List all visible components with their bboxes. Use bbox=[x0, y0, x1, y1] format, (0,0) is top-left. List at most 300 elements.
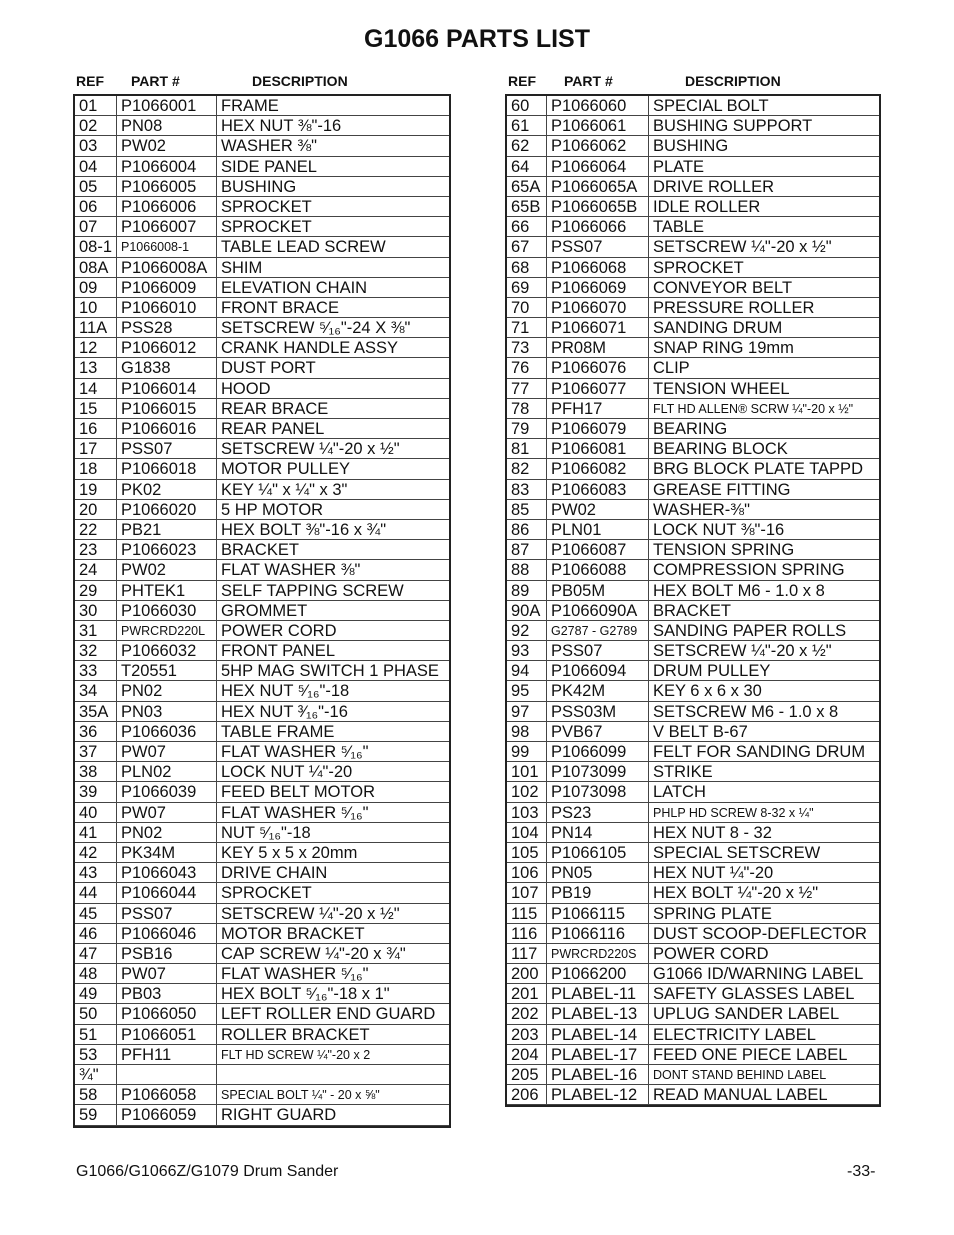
ref-cell: 37 bbox=[79, 743, 98, 761]
part-number-cell: P1066087 bbox=[551, 541, 627, 560]
description-cell: FLAT WASHER ⁵⁄₁₆" bbox=[221, 965, 369, 984]
description-cell: BUSHING SUPPORT bbox=[653, 117, 813, 136]
description-cell: IDLE ROLLER bbox=[653, 197, 761, 216]
page-title: G1066 PARTS LIST bbox=[364, 25, 590, 53]
table-row bbox=[507, 782, 879, 802]
part-number-cell: P1066116 bbox=[551, 924, 626, 943]
table-row bbox=[507, 742, 879, 762]
right-parts-table bbox=[505, 94, 881, 1107]
description-cell: LOCK NUT ¼"-20 bbox=[221, 763, 353, 782]
table-row bbox=[75, 318, 449, 338]
ref-cell: 53 bbox=[79, 1045, 98, 1064]
ref-cell: 59 bbox=[79, 1106, 98, 1125]
table-row bbox=[507, 641, 879, 661]
part-number-cell: P1066039 bbox=[121, 783, 197, 802]
ref-cell: 10 bbox=[79, 298, 98, 317]
part-number-cell: PLABEL-11 bbox=[551, 985, 636, 1004]
left-header-ref: REF bbox=[76, 73, 104, 89]
ref-cell: 203 bbox=[511, 1025, 539, 1044]
part-number-cell: P1066082 bbox=[551, 460, 627, 479]
description-cell: HEX BOLT ¼"-20 x ½" bbox=[653, 884, 819, 903]
part-number-cell: P1066071 bbox=[551, 319, 627, 338]
description-cell: DRUM PULLEY bbox=[653, 662, 771, 681]
part-number-cell: P1066005 bbox=[121, 177, 197, 196]
description-cell: POWER CORD bbox=[221, 621, 337, 640]
description-cell: FRONT BRACE bbox=[221, 298, 339, 317]
table-row bbox=[75, 459, 449, 479]
description-cell: FELT FOR SANDING DRUM bbox=[653, 743, 866, 761]
part-number-cell: P1066060 bbox=[551, 97, 627, 115]
part-number-cell: PN02 bbox=[121, 682, 163, 701]
table-row bbox=[75, 742, 449, 762]
table-row bbox=[507, 924, 879, 944]
part-number-cell: PVB67 bbox=[551, 722, 603, 741]
description-cell bbox=[217, 1065, 449, 1084]
part-number-cell: P1066010 bbox=[121, 298, 197, 317]
table-row bbox=[507, 762, 879, 782]
ref-cell: 61 bbox=[511, 117, 530, 136]
description-cell: DUST PORT bbox=[221, 359, 316, 378]
part-number-cell: P1066083 bbox=[551, 480, 627, 499]
table-row bbox=[75, 681, 449, 701]
description-cell: FEED ONE PIECE LABEL bbox=[653, 1045, 848, 1064]
part-number-cell: PW07 bbox=[121, 803, 166, 822]
ref-cell: 204 bbox=[511, 1045, 539, 1064]
table-row bbox=[75, 338, 449, 358]
description-cell: HEX NUT ⅜"-16 bbox=[221, 117, 342, 136]
part-number-cell: PWRCRD220S bbox=[551, 946, 637, 961]
description-cell: G1066 ID/WARNING LABEL bbox=[653, 965, 864, 984]
part-number-cell: PFH17 bbox=[551, 399, 603, 418]
description-cell: WASHER-⅜" bbox=[653, 500, 750, 519]
table-row bbox=[75, 964, 449, 984]
part-number-cell: P1066065A bbox=[551, 177, 638, 196]
part-number-cell: P1066044 bbox=[121, 884, 197, 903]
table-row bbox=[507, 883, 879, 903]
table-row bbox=[507, 298, 879, 318]
table-row bbox=[75, 904, 449, 924]
table-row bbox=[75, 924, 449, 944]
description-cell: SPROCKET bbox=[653, 258, 744, 277]
part-number-cell: G1838 bbox=[121, 359, 171, 378]
ref-cell: 07 bbox=[79, 218, 98, 237]
part-number-cell: P1066009 bbox=[121, 278, 197, 297]
description-cell: SETSCREW ¼"-20 x ½" bbox=[653, 238, 832, 257]
part-number-cell: P1066046 bbox=[121, 924, 197, 943]
description-cell: SETSCREW ¼"-20 x ½" bbox=[653, 642, 832, 661]
ref-cell: 11A bbox=[79, 319, 108, 338]
ref-cell: 200 bbox=[511, 965, 539, 984]
part-number-cell: P1066061 bbox=[551, 117, 627, 136]
ref-cell: 05 bbox=[79, 177, 98, 196]
ref-cell: 33 bbox=[79, 662, 98, 681]
table-row bbox=[507, 681, 879, 701]
table-row bbox=[75, 1065, 449, 1085]
table-row bbox=[507, 116, 879, 136]
table-row bbox=[507, 379, 879, 399]
ref-cell: 58 bbox=[79, 1086, 98, 1105]
ref-cell: 43 bbox=[79, 864, 98, 883]
ref-cell: 205 bbox=[511, 1066, 539, 1084]
table-row bbox=[507, 1065, 879, 1085]
part-number-cell: PN03 bbox=[121, 702, 163, 721]
ref-cell: 92 bbox=[511, 621, 530, 640]
ref-cell: 45 bbox=[79, 904, 98, 923]
description-cell: BUSHING bbox=[221, 177, 297, 196]
description-cell: FLT HD ALLEN® SCRW ¼"-20 x ½" bbox=[653, 401, 854, 416]
ref-cell: 67 bbox=[511, 238, 530, 257]
part-number-cell: P1066077 bbox=[551, 379, 627, 398]
table-row bbox=[507, 904, 879, 924]
table-row bbox=[75, 136, 449, 156]
part-number-cell: PK02 bbox=[121, 480, 162, 499]
description-cell: 5HP MAG SWITCH 1 PHASE bbox=[221, 662, 439, 681]
description-cell: SIDE PANEL bbox=[221, 157, 317, 176]
table-row bbox=[507, 944, 879, 964]
table-row bbox=[75, 1045, 449, 1065]
description-cell: CRANK HANDLE ASSY bbox=[221, 339, 398, 358]
part-number-cell: P1066030 bbox=[121, 601, 197, 620]
description-cell: PRESSURE ROLLER bbox=[653, 298, 815, 317]
description-cell: LOCK NUT ⅜"-16 bbox=[653, 520, 785, 539]
ref-cell: 90A bbox=[511, 601, 541, 620]
part-number-cell: P1066115 bbox=[551, 904, 626, 923]
table-row bbox=[507, 318, 879, 338]
part-number-cell: P1073098 bbox=[551, 783, 627, 802]
ref-cell: 08A bbox=[79, 258, 109, 277]
ref-cell: 29 bbox=[79, 581, 98, 600]
table-row bbox=[75, 944, 449, 964]
ref-cell: 40 bbox=[79, 803, 98, 822]
description-cell: HEX BOLT ⁵⁄₁₆"-18 x 1" bbox=[221, 985, 390, 1004]
description-cell: UPLUG SANDER LABEL bbox=[653, 1005, 840, 1024]
ref-cell: 97 bbox=[511, 702, 530, 721]
ref-cell: 17 bbox=[79, 440, 98, 459]
ref-cell: ¾" bbox=[79, 1066, 99, 1084]
table-row bbox=[75, 1025, 449, 1045]
ref-cell: 73 bbox=[511, 339, 530, 358]
table-row bbox=[75, 419, 449, 439]
description-cell: REAR PANEL bbox=[221, 420, 325, 438]
description-cell: BUSHING bbox=[653, 137, 729, 156]
description-cell: REAR BRACE bbox=[221, 399, 329, 418]
description-cell: ROLLER BRACKET bbox=[221, 1025, 370, 1044]
part-number-cell: PSS07 bbox=[551, 238, 603, 257]
table-row bbox=[507, 560, 879, 580]
ref-cell: 82 bbox=[511, 460, 530, 479]
description-cell: DONT STAND BEHIND LABEL bbox=[653, 1068, 827, 1082]
ref-cell: 19 bbox=[79, 480, 98, 499]
description-cell: HEX BOLT ⅜"-16 x ¾" bbox=[221, 520, 387, 539]
ref-cell: 34 bbox=[79, 682, 98, 701]
description-cell: SAFETY GLASSES LABEL bbox=[653, 985, 855, 1004]
ref-cell: 99 bbox=[511, 743, 530, 761]
part-number-cell: P1066004 bbox=[121, 157, 197, 176]
part-number-cell: PK34M bbox=[121, 843, 176, 862]
right-header-description: DESCRIPTION bbox=[685, 73, 781, 89]
ref-cell: 62 bbox=[511, 137, 530, 156]
part-number-cell: P1066016 bbox=[121, 420, 197, 438]
ref-cell: 107 bbox=[511, 884, 539, 903]
part-number-cell: PW02 bbox=[551, 500, 596, 519]
table-row bbox=[75, 439, 449, 459]
table-row bbox=[507, 157, 879, 177]
description-cell: TABLE bbox=[653, 218, 705, 237]
description-cell: KEY ¼" x ¼" x 3" bbox=[221, 480, 348, 499]
part-number-cell: P1066015 bbox=[121, 399, 197, 418]
ref-cell: 46 bbox=[79, 924, 98, 943]
description-cell: TENSION SPRING bbox=[653, 541, 795, 560]
ref-cell: 101 bbox=[511, 763, 539, 782]
column-divider bbox=[216, 96, 217, 1126]
ref-cell: 65B bbox=[511, 197, 541, 216]
description-cell: FEED BELT MOTOR bbox=[221, 783, 376, 802]
ref-cell: 22 bbox=[79, 520, 98, 539]
ref-cell: 08-1 bbox=[79, 238, 113, 257]
description-cell: SETSCREW ¼"-20 x ½" bbox=[221, 904, 400, 923]
ref-cell: 39 bbox=[79, 783, 98, 802]
description-cell: FRAME bbox=[221, 97, 279, 115]
part-number-cell: P1066105 bbox=[551, 843, 627, 862]
table-row bbox=[75, 500, 449, 520]
table-row bbox=[507, 984, 879, 1004]
description-cell: BEARING BLOCK bbox=[653, 440, 788, 459]
part-number-cell: P1066008A bbox=[121, 258, 208, 277]
part-number-cell: P1066036 bbox=[121, 722, 197, 741]
description-cell: COMPRESSION SPRING bbox=[653, 561, 845, 580]
part-number-cell: P1066076 bbox=[551, 359, 627, 378]
part-number-cell: P1073099 bbox=[551, 763, 627, 782]
table-row bbox=[507, 621, 879, 641]
ref-cell: 49 bbox=[79, 985, 98, 1004]
description-cell: ELEVATION CHAIN bbox=[221, 278, 368, 297]
description-cell: BRACKET bbox=[653, 601, 731, 620]
table-row bbox=[75, 1085, 449, 1105]
ref-cell: 106 bbox=[511, 864, 539, 883]
description-cell: SETSCREW ⁵⁄₁₆"-24 X ⅜" bbox=[221, 319, 411, 338]
table-row bbox=[507, 581, 879, 601]
ref-cell: 06 bbox=[79, 197, 98, 216]
ref-cell: 02 bbox=[79, 117, 98, 136]
part-number-cell: P1066070 bbox=[551, 298, 627, 317]
description-cell: SPROCKET bbox=[221, 884, 312, 903]
column-divider bbox=[116, 96, 117, 1126]
description-cell: HOOD bbox=[221, 379, 271, 398]
table-row bbox=[75, 601, 449, 621]
footer-title: G1066/G1066Z/G1079 Drum Sander bbox=[76, 1163, 339, 1180]
table-row bbox=[75, 702, 449, 722]
ref-cell: 35A bbox=[79, 702, 109, 721]
ref-cell: 18 bbox=[79, 460, 98, 479]
part-number-cell: PLN01 bbox=[551, 520, 602, 539]
ref-cell: 36 bbox=[79, 722, 98, 741]
part-number-cell: PLABEL-16 bbox=[551, 1066, 638, 1084]
table-row bbox=[507, 459, 879, 479]
description-cell: LATCH bbox=[653, 783, 706, 802]
part-number-cell: P1066064 bbox=[551, 157, 627, 176]
table-row bbox=[75, 540, 449, 560]
part-number-cell bbox=[117, 1065, 217, 1084]
description-cell: PLATE bbox=[653, 157, 705, 176]
ref-cell: 83 bbox=[511, 480, 530, 499]
left-parts-table bbox=[73, 94, 451, 1128]
ref-cell: 14 bbox=[79, 379, 98, 398]
table-row bbox=[507, 601, 879, 621]
ref-cell: 09 bbox=[79, 278, 98, 297]
description-cell: SPECIAL SETSCREW bbox=[653, 843, 821, 862]
part-number-cell: P1066006 bbox=[121, 197, 197, 216]
table-row bbox=[75, 116, 449, 136]
part-number-cell: P1066023 bbox=[121, 541, 197, 560]
part-number-cell: P1066090A bbox=[551, 601, 638, 620]
part-number-cell: P1066020 bbox=[121, 500, 197, 519]
table-row bbox=[507, 338, 879, 358]
ref-cell: 105 bbox=[511, 843, 539, 862]
table-row bbox=[75, 379, 449, 399]
ref-cell: 76 bbox=[511, 359, 530, 378]
table-row bbox=[75, 661, 449, 681]
table-row bbox=[75, 803, 449, 823]
part-number-cell: P1066099 bbox=[551, 743, 627, 761]
description-cell: KEY 6 x 6 x 30 bbox=[653, 682, 762, 701]
ref-cell: 50 bbox=[79, 1005, 98, 1024]
part-number-cell: P1066001 bbox=[121, 97, 197, 115]
part-number-cell: PLN02 bbox=[121, 763, 172, 782]
table-row bbox=[75, 762, 449, 782]
ref-cell: 95 bbox=[511, 682, 530, 701]
ref-cell: 69 bbox=[511, 278, 530, 297]
description-cell: GROMMET bbox=[221, 601, 308, 620]
description-cell: PHLP HD SCREW 8-32 x ¼" bbox=[653, 805, 814, 820]
ref-cell: 86 bbox=[511, 520, 530, 539]
ref-cell: 88 bbox=[511, 561, 530, 580]
table-row bbox=[507, 136, 879, 156]
table-row bbox=[75, 520, 449, 540]
table-row bbox=[75, 298, 449, 318]
ref-cell: 23 bbox=[79, 541, 98, 560]
description-cell: SHIM bbox=[221, 258, 263, 277]
table-row bbox=[75, 157, 449, 177]
table-row bbox=[75, 641, 449, 661]
ref-cell: 51 bbox=[79, 1025, 98, 1044]
ref-cell: 16 bbox=[79, 420, 98, 438]
description-cell: SPROCKET bbox=[221, 218, 312, 237]
description-cell: STRIKE bbox=[653, 763, 713, 782]
ref-cell: 48 bbox=[79, 965, 98, 984]
description-cell: FRONT PANEL bbox=[221, 642, 335, 661]
table-row bbox=[507, 540, 879, 560]
part-number-cell: PB05M bbox=[551, 581, 606, 600]
ref-cell: 104 bbox=[511, 823, 539, 842]
table-row bbox=[75, 358, 449, 378]
part-number-cell: P1066051 bbox=[121, 1025, 197, 1044]
description-cell: CONVEYOR BELT bbox=[653, 278, 793, 297]
part-number-cell: PW02 bbox=[121, 561, 166, 580]
part-number-cell: P1066012 bbox=[121, 339, 197, 358]
ref-cell: 31 bbox=[79, 621, 98, 640]
part-number-cell: PK42M bbox=[551, 682, 606, 701]
part-number-cell: PW07 bbox=[121, 743, 166, 761]
table-row bbox=[507, 843, 879, 863]
table-row bbox=[507, 480, 879, 500]
table-row bbox=[507, 1025, 879, 1045]
ref-cell: 32 bbox=[79, 642, 98, 661]
description-cell: BRACKET bbox=[221, 541, 299, 560]
part-number-cell: P1066008-1 bbox=[121, 240, 190, 255]
ref-cell: 01 bbox=[79, 97, 98, 115]
part-number-cell: G2787 - G2789 bbox=[551, 623, 638, 638]
ref-cell: 12 bbox=[79, 339, 98, 358]
ref-cell: 81 bbox=[511, 440, 530, 459]
description-cell: SANDING DRUM bbox=[653, 319, 783, 338]
part-number-cell: T20551 bbox=[121, 662, 177, 681]
part-number-cell: P1066065B bbox=[551, 197, 638, 216]
part-number-cell: PW07 bbox=[121, 965, 166, 984]
part-number-cell: PB03 bbox=[121, 985, 162, 1004]
ref-cell: 202 bbox=[511, 1005, 539, 1024]
description-cell: MOTOR PULLEY bbox=[221, 460, 350, 479]
table-row bbox=[75, 177, 449, 197]
part-number-cell: P1066200 bbox=[551, 965, 627, 984]
ref-cell: 78 bbox=[511, 399, 530, 418]
description-cell: SNAP RING 19mm bbox=[653, 339, 794, 358]
description-cell: CAP SCREW ¼"-20 x ¾" bbox=[221, 944, 406, 963]
ref-cell: 201 bbox=[511, 985, 539, 1004]
ref-cell: 15 bbox=[79, 399, 98, 418]
table-row bbox=[75, 96, 449, 116]
table-row bbox=[75, 278, 449, 298]
description-cell: CLIP bbox=[653, 359, 690, 378]
description-cell: MOTOR BRACKET bbox=[221, 924, 365, 943]
description-cell: HEX NUT 8 - 32 bbox=[653, 823, 772, 842]
table-row bbox=[75, 843, 449, 863]
description-cell: GREASE FITTING bbox=[653, 480, 791, 499]
footer-page-number: -33- bbox=[847, 1163, 876, 1180]
table-row bbox=[75, 984, 449, 1004]
part-number-cell: PHTEK1 bbox=[121, 581, 186, 600]
table-row bbox=[507, 863, 879, 883]
table-row bbox=[75, 480, 449, 500]
part-number-cell: P1066079 bbox=[551, 420, 627, 438]
part-number-cell: P1066059 bbox=[121, 1106, 197, 1125]
table-row bbox=[507, 500, 879, 520]
description-cell: FLAT WASHER ⁵⁄₁₆" bbox=[221, 743, 369, 761]
description-cell: HEX NUT ¼"-20 bbox=[653, 864, 774, 883]
description-cell: SELF TAPPING SCREW bbox=[221, 581, 404, 600]
part-number-cell: P1066069 bbox=[551, 278, 627, 297]
table-row bbox=[75, 237, 449, 257]
table-row bbox=[75, 1105, 449, 1125]
table-row bbox=[75, 722, 449, 742]
table-row bbox=[507, 702, 879, 722]
ref-cell: 79 bbox=[511, 420, 530, 438]
table-row bbox=[75, 258, 449, 278]
table-row bbox=[507, 278, 879, 298]
column-divider bbox=[648, 96, 649, 1105]
ref-cell: 102 bbox=[511, 783, 539, 802]
ref-cell: 98 bbox=[511, 722, 530, 741]
part-number-cell: PFH11 bbox=[121, 1045, 172, 1064]
description-cell: LEFT ROLLER END GUARD bbox=[221, 1005, 436, 1024]
part-number-cell: P1066050 bbox=[121, 1005, 197, 1024]
part-number-cell: P1066068 bbox=[551, 258, 627, 277]
description-cell: NUT ⁵⁄₁₆"-18 bbox=[221, 823, 311, 842]
ref-cell: 94 bbox=[511, 662, 530, 681]
part-number-cell: PLABEL-14 bbox=[551, 1025, 638, 1044]
ref-cell: 89 bbox=[511, 581, 530, 600]
part-number-cell: PN02 bbox=[121, 823, 163, 842]
description-cell: V BELT B-67 bbox=[653, 722, 748, 741]
